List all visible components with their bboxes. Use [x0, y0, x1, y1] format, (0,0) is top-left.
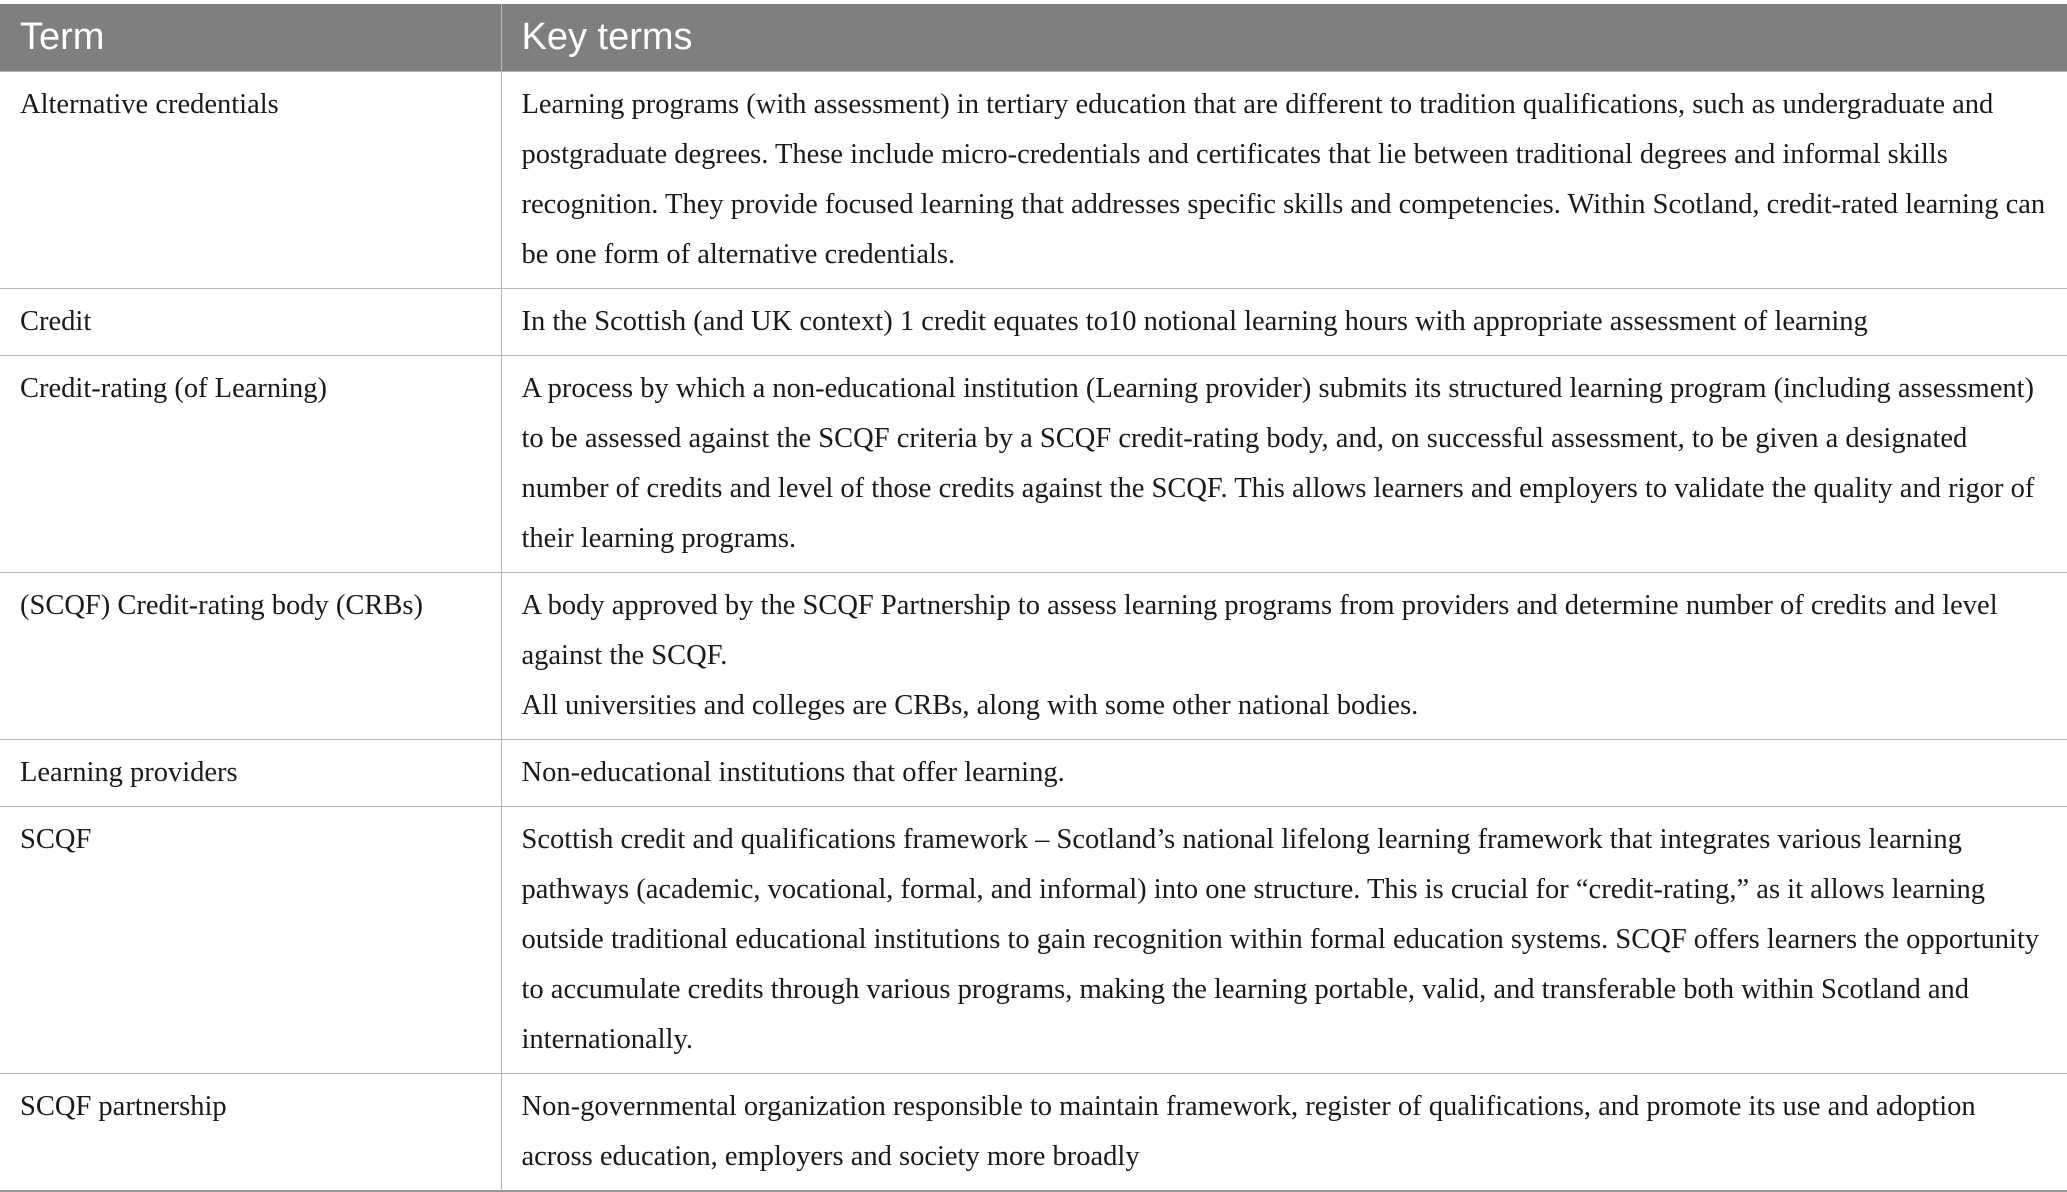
definition-cell: Learning programs (with assessment) in tertiary education that are different to tradition qualifications, such as undergraduate and postgraduate degrees. These include micro-credentials and certificates that lie between traditional degrees and informal skills recognition. They provide focused learning that addresses specific skills and competencies. Within Scotland, credit-rated learning can be one form of alternative credentials.	[501, 71, 2067, 288]
term-cell: Credit-rating (of Learning)	[0, 355, 501, 572]
definition-cell: A process by which a non-educational institution (Learning provider) submits its structured learning program (including assessment) to be assessed against the SCQF criteria by a SCQF credit-rating body, and, on successful assessment, to be given a designated number of credits and level of those credits against the SCQF. This allows learners and employers to validate the quality and rigor of their learning programs.	[501, 355, 2067, 572]
term-cell: SCQF	[0, 806, 501, 1073]
key-terms-table	[0, 4, 2067, 1192]
header-key-terms: Key terms	[501, 4, 2067, 71]
term-cell: Credit	[0, 288, 501, 355]
definition-cell: In the Scottish (and UK context) 1 credit equates to10 notional learning hours with appropriate assessment of learning	[501, 288, 2067, 355]
definition-paragraph: All universities and colleges are CRBs, along with some other national bodies.	[521, 689, 1419, 721]
term-cell: SCQF partnership	[0, 1073, 501, 1191]
table-row	[0, 288, 2067, 355]
term-cell: Alternative credentials	[0, 71, 501, 288]
table-row	[0, 739, 2067, 806]
header-term: Term	[0, 4, 501, 71]
definition-cell: Non-governmental organization responsible to maintain framework, register of qualifications, and promote its use and adoption across education, employers and society more broadly	[501, 1073, 2067, 1191]
table-row	[0, 572, 2067, 739]
term-cell: Learning providers	[0, 739, 501, 806]
definition-cell: Non-educational institutions that offer learning.	[501, 739, 2067, 806]
definition-cell: Scottish credit and qualifications framework – Scotland’s national lifelong learning framework that integrates various learning pathways (academic, vocational, formal, and informal) into one structure. This is crucial for “credit-rating,” as it allows learning outside traditional educational institutions to gain recognition within formal education systems. SCQF offers learners the opportunity to accumulate credits through various programs, making the learning portable, valid, and transferable both within Scotland and internationally.	[501, 806, 2067, 1073]
header-row	[0, 4, 2067, 71]
table-row	[0, 71, 2067, 288]
table-row	[0, 355, 2067, 572]
definition-cell	[501, 572, 2067, 739]
term-cell: (SCQF) Credit-rating body (CRBs)	[0, 572, 501, 739]
definition-paragraph: A body approved by the SCQF Partnership to assess learning programs from providers and determine number of credits and level against the SCQF.	[521, 589, 1998, 671]
table-row	[0, 1073, 2067, 1191]
table-row	[0, 806, 2067, 1073]
